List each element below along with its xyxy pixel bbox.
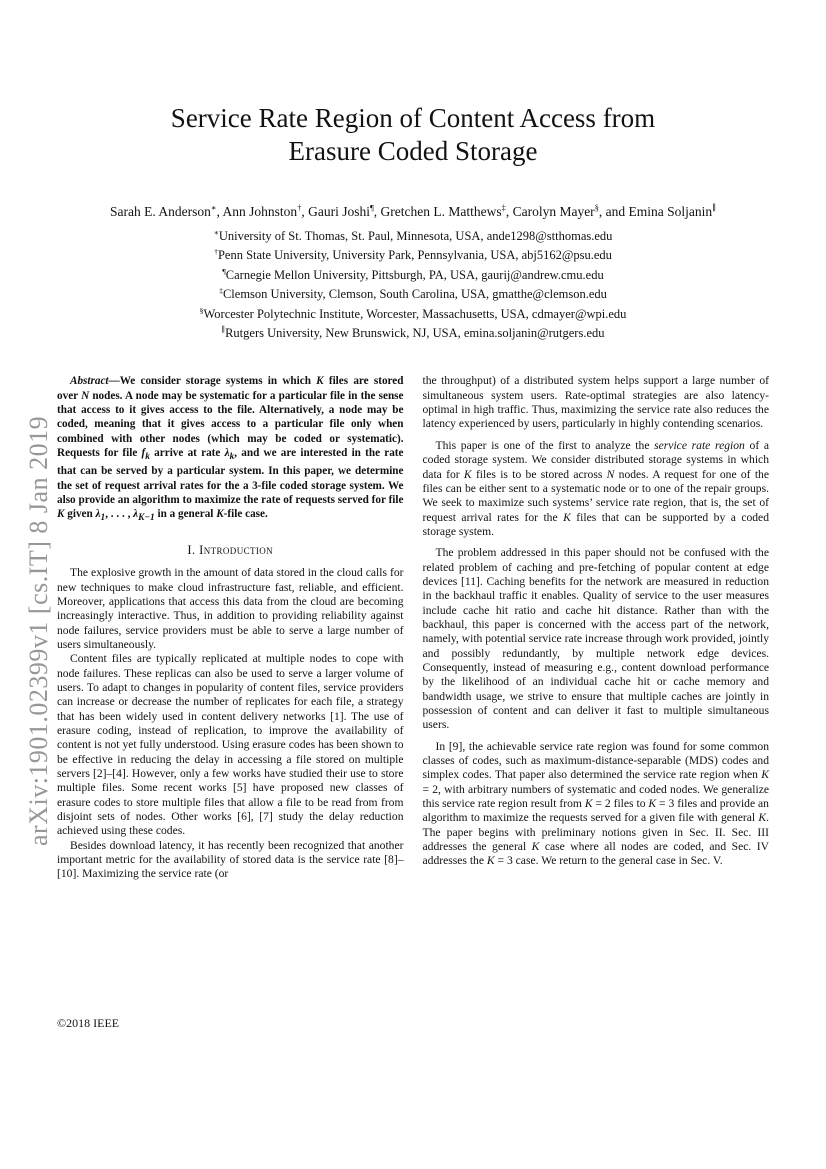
paragraph-intro-1: The explosive growth in the amount of data stored in the cloud calls for new techniques to make cloud infrastructure fast, reliable, and efficient. Moreover, applications that access this data from the cloud are becoming increasingly interactive. Thus, in addition to providing reliability against node failures, service providers must be able to serve a large number of users simultaneously.	[57, 566, 404, 651]
affiliation-line-1: ∗University of St. Thomas, St. Paul, Minnesota, USA, ande1298@stthomas.edu	[213, 227, 613, 243]
paragraph-intro-5: The problem addressed in this paper should not be confused with the related problem of caching and pre-fetching of popular content at edge devices [11]. Caching benefits for the network are measured in reduction in the backhaul traffic it enables. Quality of service to the user measures include cache hit ratio and cache hit distance. Rather than with the backhaul, this paper is concerned with the access part of the network, namely, with potential service rate increase through work provided, jointly and possibly redundantly, by multiple network edge devices. Consequently, instead of measuring e.g., content download performance by the likelihood of an individual cache hit or cache memory and bandwidth usage, we strive to ensure that multiple caches are jointly in possession of content and can deliver it fast to multiple simultaneous users.	[422, 546, 769, 732]
affiliation-line-4: ‡Clemson University, Clemson, South Carolina, USA, gmatthe@clemson.edu	[219, 286, 607, 302]
paragraph-intro-3: Besides download latency, it has recently been recognized that another important metric for the availability of stored data is the service rate [8]–[10]. Maximizing the service rate (or	[57, 838, 404, 881]
paragraph-intro-3-continued: the throughput) of a distributed system helps support a large number of simultaneous system users. Rate-optimal strategies are also latency-optimal in high traffic. Thus, maximizing the service rate also reduces the latency experienced by users, particularly in highly contending scenarios.	[422, 374, 769, 431]
right-column	[423, 374, 770, 881]
paragraph-intro-6: In [9], the achievable service rate region was found for some common classes of codes, such as maximum-distance-separable (MDS) codes and simplex codes. That paper also determined the service rate region when K = 2, with arbitrary numbers of systematic and coded nodes. We generalize this service rate region result from K = 2 files to K = 3 files and provide an algorithm to maximize the requests served for a given file with general K. The paper begins with preliminary notions given in Sec. II. Sec. III addresses the general K case where all nodes are coded, and Sec. IV addresses the K = 3 case. We return to the general case in Sec. V.	[422, 739, 769, 868]
paragraph-intro-4: This paper is one of the first to analyze the service rate region of a coded storage system. We consider distributed storage systems in which data for K files is to be stored across N nodes. A request for one of the files can be either sent to a systematic node or to one of the repair groups. We seek to maximize such systems’ service rate region, that is, the set of request arrival rates for the K files that can be supported by a coded storage system.	[422, 438, 770, 538]
affiliation-line-2: †Penn State University, University Park, Pennsylvania, USA, abj5162@psu.edu	[214, 247, 612, 263]
paragraph-intro-2: Content files are typically replicated at multiple nodes to cope with node failures. These replicas can also be used to serve a larger volume of users. To adapt to changes in popularity of content files, service providers can increase or decrease the number of replicates for each file, a strategy that has been widely used in content delivery networks [1]. The use of erasure coding, instead of replication, to improve the availability of content is not yet fully understood. Using erasure codes has been shown to be effective in reducing the delay in accessing a file stored on multiple servers [2]–[4]. However, only a few works have studied their use to store multiple files. Some recent works [5] have proposed new classes of erasure codes to store multiple files that allow a file to be read from from disjoint sets of nodes. Other works [6], [7] study the delay reduction achieved using these codes.	[57, 652, 404, 838]
affiliation-line-6: ∥Rutgers University, New Brunswick, NJ, USA, emina.soljanin@rutgers.edu	[221, 324, 605, 341]
left-column	[57, 374, 404, 881]
affiliation-line-5: §Worcester Polytechnic Institute, Worcester, Massachusetts, USA, cdmayer@wpi.edu	[199, 305, 627, 321]
copyright-notice: ©2018 IEEE	[57, 1016, 120, 1030]
authors-line: Sarah E. Anderson∗, Ann Johnston†, Gauri Joshi¶, Gretchen L. Matthews‡, Carolyn Mayer§, and Emina Soljanin∥	[110, 203, 716, 219]
affiliation-line-3: ¶Carnegie Mellon University, Pittsburgh, PA, USA, gaurij@andrew.cmu.edu	[222, 266, 604, 282]
two-column-body	[57, 374, 769, 881]
abstract: Abstract—We consider storage systems in which K files are stored over N nodes. A node may be systematic for a particular file in the sense that access to it gives access to the file. Alternatively, a node may be coded, meaning that it gives access to a particular file only when combined with other nodes (which may be coded or systematic). Requests for file $f_k$ arrive at rate $\lambda_k$, and we are interested in the rate that can be served by a particular system. In this paper, we determine the set of request arrival rates for the a 3-file coded storage system. We also provide an algorithm to maximize the rate of requests served for file K given $\lambda_1$, . . . , $\lambda_{K-1}$ in a general K-file case.	[57, 375, 404, 524]
paper-title: Service Rate Region of Content Access from Erasure Coded Storage	[170, 103, 656, 166]
section-heading-introduction: I. Introduction	[187, 542, 274, 557]
affiliations-block	[0, 227, 826, 343]
arxiv-watermark: arXiv:1901.02399v1 [cs.IT] 8 Jan 2019	[24, 415, 53, 846]
